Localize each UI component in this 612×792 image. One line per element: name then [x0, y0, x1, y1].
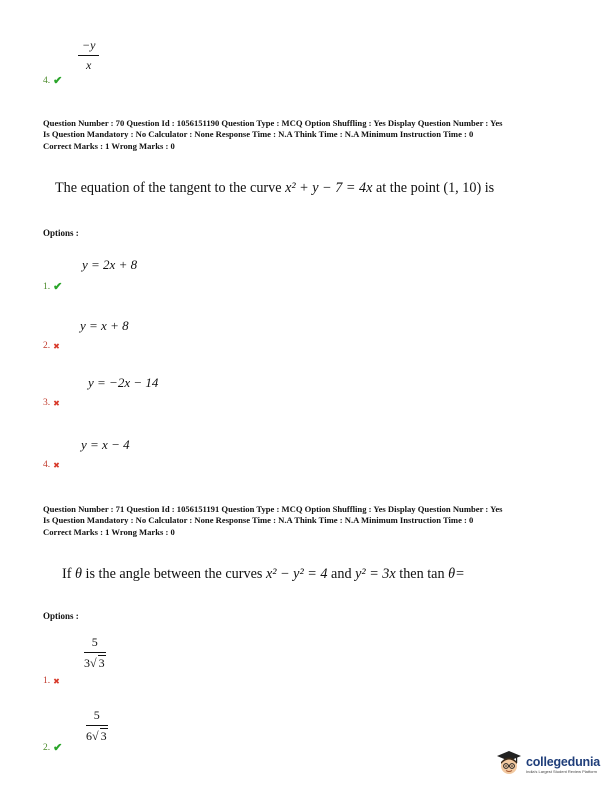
question-70-options-label: Options :: [43, 228, 79, 238]
meta-line: Question Number : 71 Question Id : 1056151191 Question Type : MCQ Option Shuffling : Yes Display Question Number : Yes: [43, 504, 503, 514]
fraction-numerator: 5: [93, 708, 100, 722]
option-number: 1.: [43, 676, 51, 686]
denominator-coefficient: 6: [86, 729, 92, 743]
question-suffix: at the point (1, 10) is: [375, 180, 495, 196]
curve-1-equation: x² − y² = 4: [265, 566, 328, 582]
question-mid: is the angle between the curves: [81, 566, 266, 582]
fraction-denominator: 6√ 3: [86, 725, 108, 744]
option-expression: y = x − 4: [81, 437, 130, 452]
theta-symbol: θ: [75, 566, 82, 582]
option-number: 2.: [43, 341, 51, 351]
option-number: 2.: [43, 742, 51, 753]
option-expression: y = −2x − 14: [88, 375, 159, 390]
radicand: 3: [100, 729, 107, 743]
question-70-text: [55, 180, 494, 197]
q70-option-4-expression: [81, 437, 130, 453]
q70-option-3-number: [43, 398, 60, 408]
curve-2-equation: y² = 3x: [355, 566, 396, 582]
option-number: 1.: [43, 281, 51, 292]
radicand: 3: [98, 656, 105, 670]
option-expression: y = 2x + 8: [82, 257, 138, 272]
graduate-mascot-icon: [496, 750, 522, 778]
cross-mark-icon: ✖: [53, 460, 60, 470]
meta-line: Is Question Mandatory : No Calculator : None Response Time : N.A Think Time : N.A Minimum Instruction Time : 0: [43, 129, 474, 140]
cross-mark-icon: ✖: [53, 676, 60, 686]
question-71-options-label: Options :: [43, 611, 79, 621]
meta-line: Is Question Mandatory : No Calculator : None Response Time : N.A Think Time : N.A Minimum Instruction Time : 0: [43, 515, 474, 526]
option-number: 4.: [43, 75, 51, 86]
q70-option-3-expression: [88, 375, 158, 391]
collegedunia-logo: [496, 750, 600, 778]
q70-option-1-expression: [82, 257, 137, 273]
check-mark-icon: ✔: [53, 281, 63, 293]
q70-option-1-number: [43, 280, 62, 293]
q70-option-2-expression: [80, 318, 129, 334]
q71-option-2-number: [43, 741, 62, 754]
meta-line: Correct Marks : 1 Wrong Marks : 0: [43, 526, 175, 537]
logo-brand-name: collegedunia: [525, 754, 600, 769]
question-end: θ=: [448, 566, 465, 582]
question-70-meta: [43, 118, 573, 152]
cross-mark-icon: ✖: [53, 341, 60, 351]
fraction-numerator: −y: [78, 38, 99, 56]
meta-line: Question Number : 70 Question Id : 1056151190 Question Type : MCQ Option Shuffling : Yes Display Question Number : Yes: [43, 118, 503, 128]
question-71-text: [62, 566, 465, 583]
fraction: [84, 635, 106, 671]
q71-option-2-expression: [86, 706, 108, 744]
cross-mark-icon: ✖: [53, 398, 60, 408]
q70-option-2-number: [43, 341, 60, 351]
question-71-meta: [43, 504, 573, 538]
fraction-denominator: x: [86, 58, 92, 72]
question-equation: x² + y − 7 = 4x: [285, 180, 373, 196]
question-if: If: [62, 566, 75, 582]
previous-option-4-number: [43, 74, 62, 87]
meta-line: Correct Marks : 1 Wrong Marks : 0: [43, 140, 175, 151]
fraction-denominator: 3√ 3: [84, 652, 106, 671]
q71-option-1-expression: [84, 633, 106, 671]
option-number: 4.: [43, 460, 51, 470]
fraction-numerator: 5: [91, 635, 98, 649]
q71-option-1-number: [43, 676, 60, 686]
check-mark-icon: ✔: [53, 75, 63, 87]
question-then: then tan: [395, 566, 449, 582]
option-expression: y = x + 8: [80, 318, 129, 333]
check-mark-icon: ✔: [53, 742, 63, 754]
fraction: [86, 708, 108, 744]
q70-option-4-number: [43, 460, 60, 470]
denominator-coefficient: 3: [84, 656, 90, 670]
question-and: and: [327, 566, 356, 582]
option-number: 3.: [43, 398, 51, 408]
previous-option-4-expression: [78, 36, 99, 73]
logo-tagline: India's Largest Student Review Platform: [525, 768, 598, 774]
question-prefix: The equation of the tangent to the curve: [55, 180, 286, 196]
fraction: [78, 38, 99, 73]
